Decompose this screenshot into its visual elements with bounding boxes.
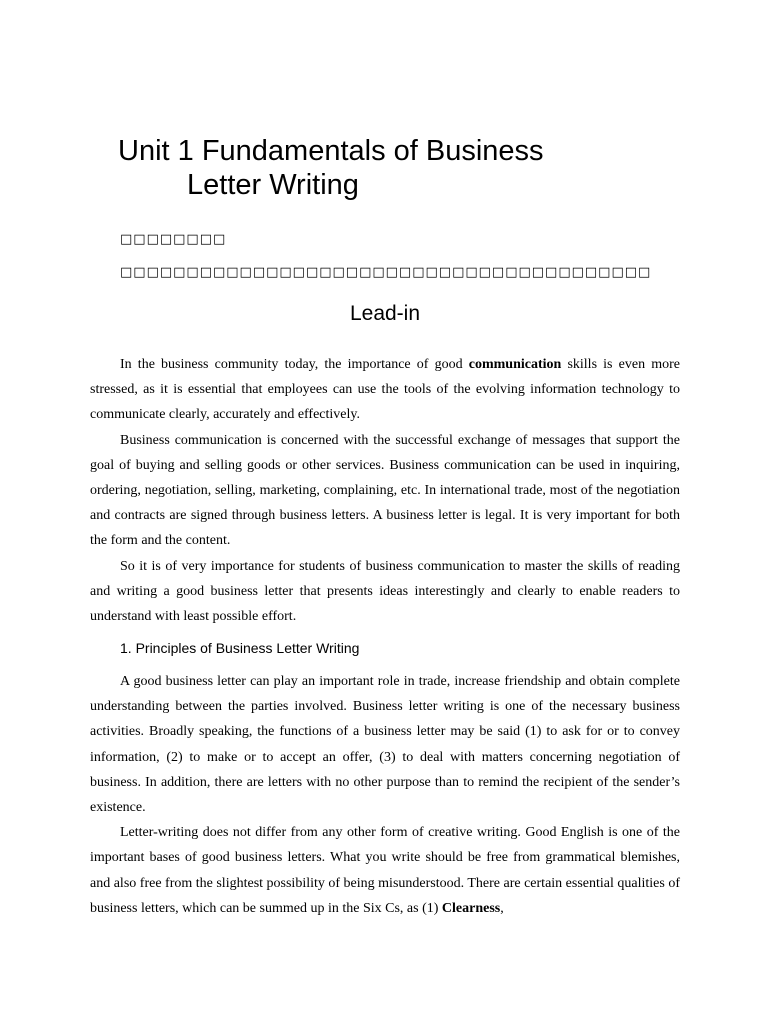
bold-term-clearness: Clearness: [441, 900, 501, 916]
lead-in-paragraph-2: Business communication is concerned with the successful exchange of messages that support the goal of buying and selling goods or other services. Business communication can be used in inquiring, ordering, negotiation, selling, marketing, complaining, etc. In international trade, most of the negotiation and contracts are signed through business letters. A business letter is legal. It is very important for both the form and the content.: [90, 432, 680, 549]
section-1-heading: 1. Principles of Business Letter Writing: [120, 640, 360, 656]
unit-objective-cjk: □□□□□□□□□□□□□□□□□□□□□□□□□□□□□□□□□□□□□□□□: [120, 265, 652, 280]
unit-subtitle-cjk: □□□□□□□□: [120, 232, 227, 247]
unit-title-line2: Letter Writing: [187, 169, 359, 201]
section-1-paragraph-1: A good business letter can play an important role in trade, increase friendship and obtain complete understanding between the parties involved. Business letter writing is one of the necessary business activities. Broadly speaking, the functions of a business letter may be said (1) to ask for or to convey information, (2) to make or to accept an offer, (3) to deal with matters concerning negotiation of business. In addition, there are letters with no other purpose than to remind the recipient of the sender’s existence.: [90, 674, 680, 816]
lead-in-body: [90, 352, 680, 629]
unit-title: [118, 134, 544, 202]
section-1-body: [90, 669, 680, 921]
bold-term-communication: communication: [468, 357, 562, 372]
section-1-paragraph-2: Letter-writing does not differ from any other form of creative writing. Good English is one of the important bases of good business letters. What you write should be free from grammatical blemishes, and also free from the slightest possibility of being misunderstood. There are certain essential qualities of business letters, which can be summed up in the Six Cs, as (1) Clearness,: [90, 825, 680, 916]
lead-in-paragraph-3: So it is of very importance for students of business communication to master the skills of reading and writing a good business letter that presents ideas interestingly and clearly to enable readers to understand with least possible effort.: [90, 558, 680, 625]
unit-title-line1: Unit 1 Fundamentals of Business: [118, 135, 544, 167]
lead-in-heading: Lead-in: [349, 302, 421, 325]
lead-in-paragraph-1: In the business community today, the importance of good communication skills is even more stressed, as it is essential that employees can use the tools of the evolving information technology to communicate clearly, accurately and effectively.: [90, 357, 680, 423]
